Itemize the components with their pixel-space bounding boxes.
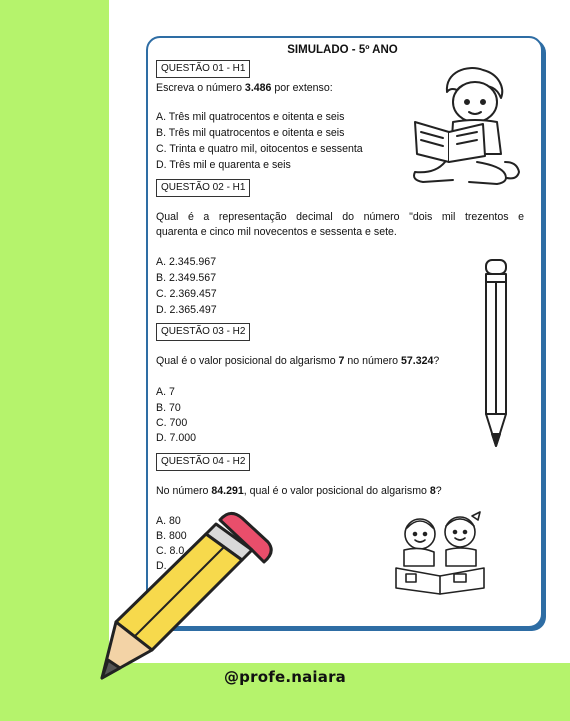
question-1-option-a: A. Três mil quatrocentos e oitenta e seis (156, 111, 345, 123)
question-1-option-b: B. Três mil quatrocentos e oitenta e seis (156, 127, 345, 139)
question-4-prompt: No número 84.291, qual é o valor posicional do algarismo 8? (156, 485, 442, 497)
question-3-option-c: C. 700 (156, 417, 188, 429)
big-pencil-icon (92, 498, 282, 688)
question-1-option-c: C. Trinta e quatro mil, oitocentos e sessenta (156, 143, 363, 155)
footer-handle: @profe.naiara (223, 668, 347, 686)
question-3-option-a: A. 7 (156, 386, 175, 398)
question-2-option-c: C. 2.369.457 (156, 288, 217, 300)
question-3-tag: QUESTÃO 03 - H2 (156, 323, 250, 341)
question-2-tag: QUESTÃO 02 - H1 (156, 179, 250, 197)
question-2-prompt-line2: quarenta e cinco mil novecentos e sessenta e sete. (156, 226, 397, 238)
question-1-tag: QUESTÃO 01 - H1 (156, 60, 250, 78)
question-3-option-d: D. 7.000 (156, 432, 197, 444)
question-4-option-a: A. 80 (156, 515, 181, 527)
question-2-option-b: B. 2.349.567 (156, 272, 217, 284)
question-1-prompt: Escreva o número 3.486 por extenso: (156, 82, 333, 94)
question-3-prompt: Qual é o valor posicional do algarismo 7 no número 57.324? (156, 355, 440, 367)
boy-reading-icon (405, 62, 530, 187)
question-4-option-d: D. (156, 560, 167, 572)
question-1-option-d: D. Três mil e quarenta e seis (156, 159, 291, 171)
question-2-prompt-line1: Qual é a representação decimal do número "dois mil trezentos e (156, 211, 524, 223)
question-2-option-a: A. 2.345.967 (156, 256, 217, 268)
worksheet-title: SIMULADO - 5º ANO (287, 44, 398, 56)
pencil-icon (478, 256, 516, 456)
question-4-tag: QUESTÃO 04 - H2 (156, 453, 250, 471)
question-3-option-b: B. 70 (156, 402, 181, 414)
question-2-option-d: D. 2.365.497 (156, 304, 217, 316)
kids-reading-icon (390, 510, 490, 595)
question-4-option-c: C. 8.0 (156, 545, 185, 557)
question-4-option-b: B. 800 (156, 530, 187, 542)
